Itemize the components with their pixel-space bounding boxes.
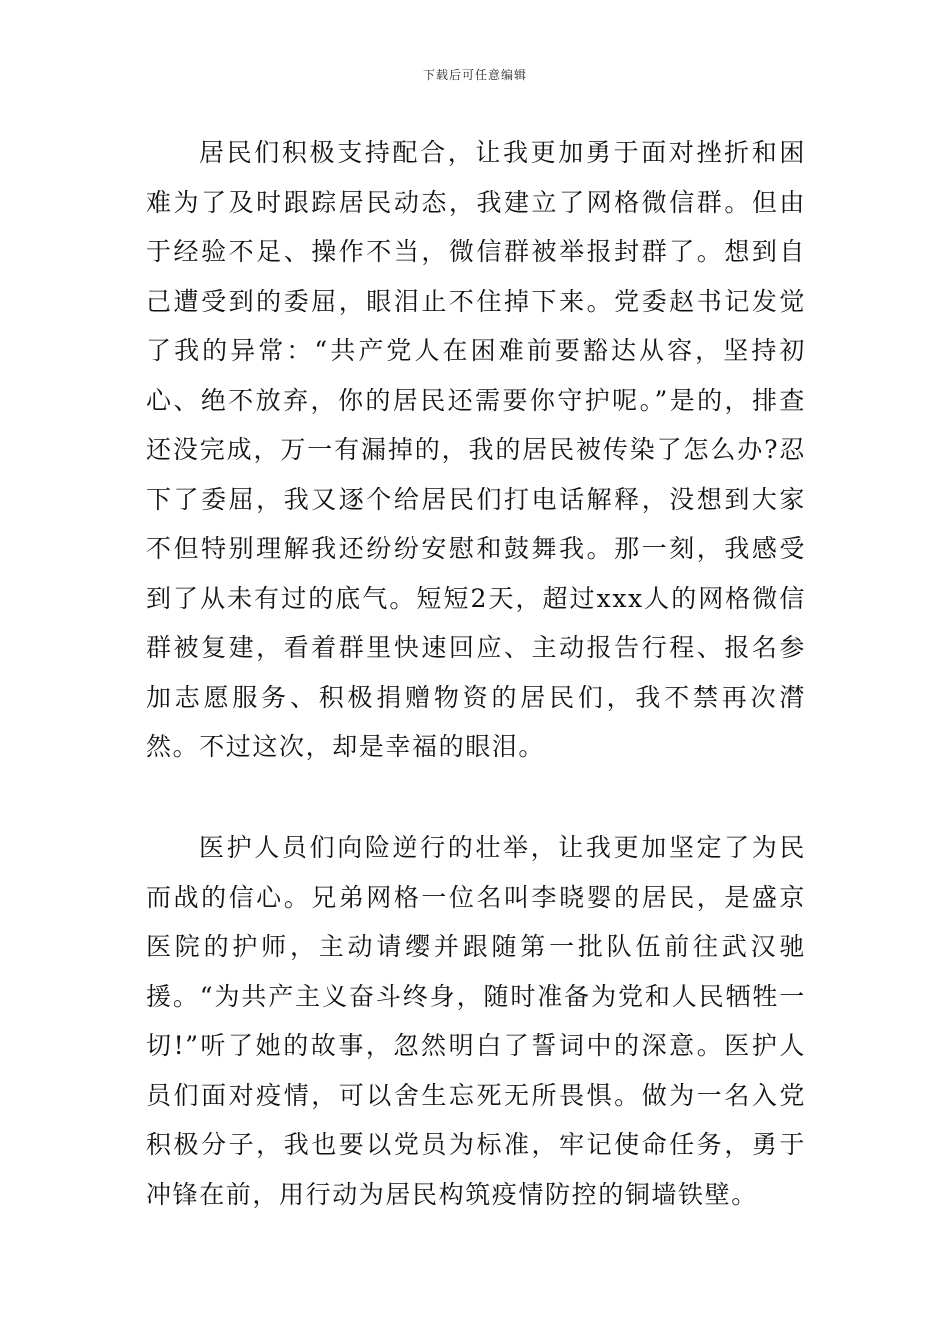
body-paragraph-2: 医护人员们向险逆行的壮举，让我更加坚定了为民而战的信心。兄弟网格一位名叫李晓婴的居民，是盛京医院的护师，主动请缨并跟随第一批队伍前往武汉驰援。“为共产主义奋斗终身，随时准备为党和人民牺牲一切!”听了她的故事，忽然明白了誓词中的深意。医护人员们面对疫情，可以舍生忘死无所畏惧。做为一名入党积极分子，我也要以党员为标准，牢记使命任务，勇于冲锋在前，用行动为居民构筑疫情防控的铜墙铁壁。 xyxy=(146,833,806,1209)
header-note: 下载后可任意编辑 xyxy=(422,68,527,82)
body-paragraph-1: 居民们积极支持配合，让我更加勇于面对挫折和困难为了及时跟踪居民动态，我建立了网格微信群。但由于经验不足、操作不当，微信群被举报封群了。想到自己遭受到的委屈，眼泪止不住掉下来。党委赵书记发觉了我的异常：“共产党人在困难前要豁达从容，坚持初心、绝不放弃，你的居民还需要你守护呢。”是的，排查还没完成，万一有漏掉的，我的居民被传染了怎么办?忍下了委屈，我又逐个给居民们打电话解释，没想到大家不但特别理解我还纷纷安慰和鼓舞我。那一刻，我感受到了从未有过的底气。短短2天，超过xxx人的网格微信群被复建，看着群里快速回应、主动报告行程、报名参加志愿服务、积极捐赠物资的居民们，我不禁再次潸然。不过这次，却是幸福的眼泪。 xyxy=(146,138,806,761)
